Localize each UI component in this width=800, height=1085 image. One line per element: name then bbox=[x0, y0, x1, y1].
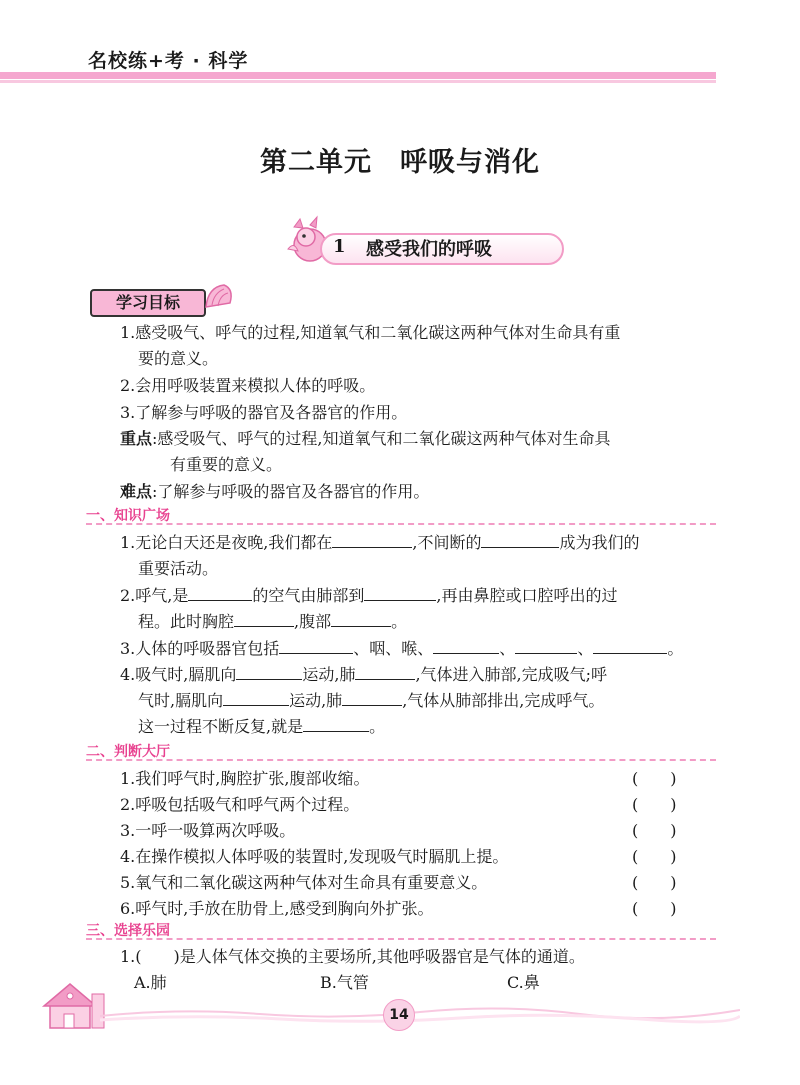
answer-paren[interactable]: ( ) bbox=[632, 769, 677, 788]
goals-tag: 学习目标 bbox=[90, 289, 206, 317]
answer-paren[interactable]: ( ) bbox=[632, 847, 677, 866]
key-label: 重点 bbox=[120, 429, 153, 448]
blank-input[interactable] bbox=[364, 585, 436, 601]
judge-item-5: 5.氧气和二氧化碳这两种气体对生命具有重要意义。 bbox=[120, 873, 488, 892]
section-2-divider bbox=[86, 759, 716, 761]
answer-paren[interactable]: ( ) bbox=[632, 821, 677, 840]
section-3-title: 三、选择乐园 bbox=[86, 923, 170, 939]
blank-input[interactable] bbox=[355, 664, 415, 680]
goal-item-3: 3.了解参与呼吸的器官及各器官的作用。 bbox=[120, 403, 408, 422]
difficulty-point bbox=[120, 479, 429, 502]
difficulty-text: :了解参与呼吸的器官及各器官的作用。 bbox=[152, 482, 430, 501]
judge-item-2: 2.呼吸包括吸气和呼气两个过程。 bbox=[120, 795, 360, 814]
blank-input[interactable] bbox=[332, 532, 412, 548]
answer-paren[interactable]: ( ) bbox=[632, 899, 677, 918]
fill-q1-line2: 重要活动。 bbox=[138, 559, 219, 578]
section-2-title: 二、判断大厅 bbox=[86, 744, 170, 760]
unit-title: 第二单元 呼吸与消化 bbox=[260, 147, 540, 178]
shell-decoration-icon bbox=[200, 281, 238, 313]
key-point bbox=[120, 426, 611, 449]
blank-input[interactable] bbox=[234, 611, 294, 627]
lesson-number: 1 bbox=[333, 236, 346, 257]
blank-input[interactable] bbox=[223, 690, 289, 706]
section-1-title: 一、知识广场 bbox=[86, 508, 170, 524]
blank-input[interactable] bbox=[481, 532, 559, 548]
page-number: 14 bbox=[383, 999, 415, 1031]
fill-q4-line1: 4.吸气时,膈肌向 运动,肺 ,气体进入肺部,完成吸气;呼 bbox=[120, 665, 608, 684]
option-b[interactable]: B.气管 bbox=[320, 973, 369, 992]
section-3-divider bbox=[86, 938, 716, 940]
choice-q1: 1.( )是人体气体交换的主要场所,其他呼吸器官是气体的通道。 bbox=[120, 947, 585, 966]
header-band-light bbox=[0, 80, 716, 83]
header-title: 名校练+考 · 科学 bbox=[88, 50, 249, 72]
judge-item-4: 4.在操作模拟人体呼吸的装置时,发现吸气时膈肌上提。 bbox=[120, 847, 509, 866]
judge-item-3: 3.一呼一吸算两次呼吸。 bbox=[120, 821, 296, 840]
blank-input[interactable] bbox=[331, 611, 391, 627]
blank-input[interactable] bbox=[433, 638, 499, 654]
answer-paren[interactable]: ( ) bbox=[632, 795, 677, 814]
option-a[interactable]: A.肺 bbox=[134, 973, 167, 992]
fill-q4-line2: 气时,膈肌向 运动,肺 ,气体从肺部排出,完成呼气。 bbox=[138, 691, 605, 710]
blank-input[interactable] bbox=[342, 690, 402, 706]
header-band bbox=[0, 72, 716, 79]
difficulty-label: 难点 bbox=[120, 482, 153, 501]
blank-input[interactable] bbox=[236, 664, 302, 680]
blank-input[interactable] bbox=[303, 716, 369, 732]
key-point-cont: 有重要的意义。 bbox=[170, 455, 283, 474]
goal-item-1: 1.感受吸气、呼气的过程,知道氧气和二氧化碳这两种气体对生命具有重 bbox=[120, 323, 621, 342]
fill-q3: 3.人体的呼吸器官包括 、咽、喉、 、 、 。 bbox=[120, 639, 684, 658]
blank-input[interactable] bbox=[279, 638, 353, 654]
blank-input[interactable] bbox=[515, 638, 577, 654]
fill-q1-line1: 1.无论白天还是夜晚,我们都在 ,不间断的 成为我们的 bbox=[120, 533, 640, 552]
blank-input[interactable] bbox=[188, 585, 252, 601]
fill-q2-line2: 程。此时胸腔 ,腹部 。 bbox=[138, 612, 408, 631]
judge-item-6: 6.呼气时,手放在肋骨上,感受到胸向外扩张。 bbox=[120, 899, 434, 918]
fill-q2-line1: 2.呼气,是 的空气由肺部到 ,再由鼻腔或口腔呼出的过 bbox=[120, 586, 618, 605]
option-c[interactable]: C.鼻 bbox=[507, 973, 540, 992]
footer-wave-decoration bbox=[100, 996, 740, 1026]
key-text: :感受吸气、呼气的过程,知道氧气和二氧化碳这两种气体对生命具 bbox=[152, 429, 611, 448]
answer-paren[interactable]: ( ) bbox=[632, 873, 677, 892]
section-1-divider bbox=[86, 523, 716, 525]
blank-input[interactable] bbox=[593, 638, 667, 654]
goal-item-1-cont: 要的意义。 bbox=[138, 349, 219, 368]
judge-item-1: 1.我们呼气时,胸腔扩张,腹部收缩。 bbox=[120, 769, 370, 788]
goal-item-2: 2.会用呼吸装置来模拟人体的呼吸。 bbox=[120, 376, 376, 395]
fill-q4-line3: 这一过程不断反复,就是 。 bbox=[138, 717, 386, 736]
lesson-title: 感受我们的呼吸 bbox=[366, 239, 492, 260]
